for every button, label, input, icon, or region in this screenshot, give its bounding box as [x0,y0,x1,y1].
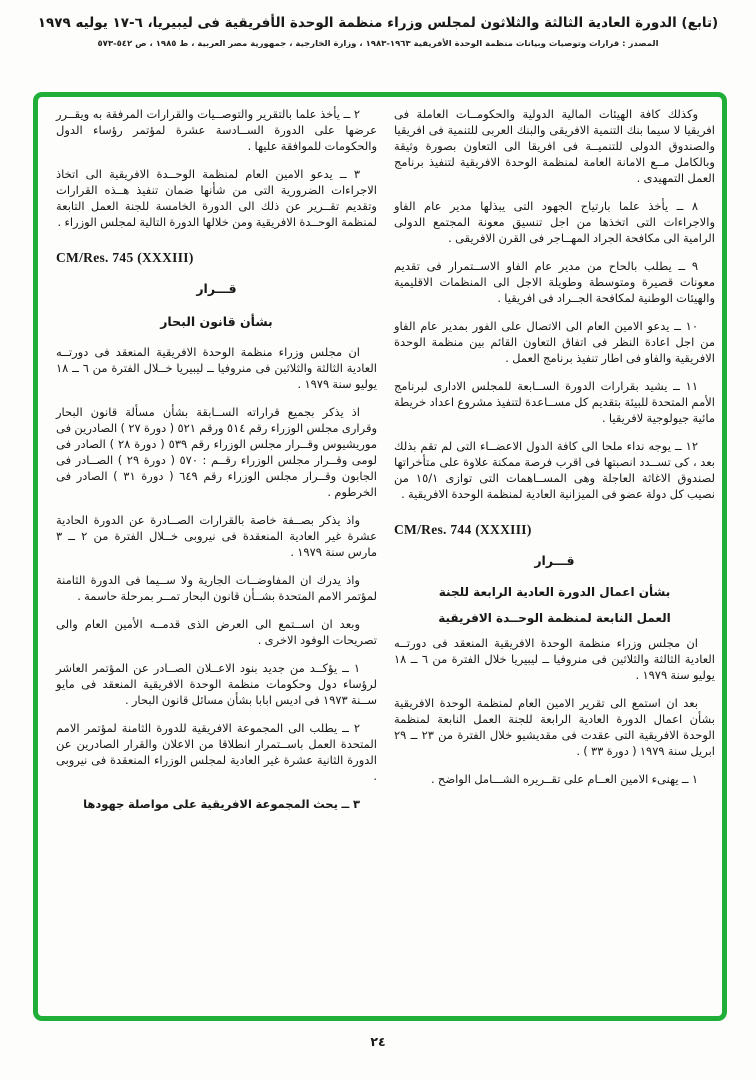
column-left [56,106,377,1016]
paragraph: بعد ان استمع الى تقرير الامين العام لمنظمة الوحدة الافريقية بشأن اعمال الدورة العادية الرابعة للجنة العمل النابعة لمنظمة الوحدة الافريقية التى عقدت فى مقديشيو خلال الفترة من ٢٣ ــ ٢٩ ابريل سنة ١٩٧٩ ( دورة ٣٣ ) . [394,695,715,758]
resolution-heading: قـــرار [534,553,575,568]
paragraph: ٢ ــ يطلب الى المجموعة الافريقية للدورة الثامنة لمؤتمر الامم المتحدة العمل باســتمرار انطلاقا من الاعلان والقرار الصادرين عن الدورة الثانية عشرة غير العادية لمجلس الوزراء المنعقدة فى نيروبى . [56,720,377,783]
paragraph: ٣ ــ يحث المجموعة الافريقية على مواصلة جهودها [83,796,360,811]
resolution-subject-line2: العمل النابعة لمنظمة الوحــدة الافريقية [438,610,671,625]
paragraph: ١ ــ يؤكــد من جديد بنود الاعــلان الصــادر عن المؤتمر العاشر لرؤساء دول وحكومات منظمة الوحدة الافريقية المنعقد فى مايو ســنة ١٩٧٣ فى اديس ابابا بشأن مسائل قانون البحار . [56,660,377,707]
header-source: المصدر : قرارات وتوصيات وبيانات منظمة الوحدة الأفريقية ١٩٦٣-١٩٨٣ ، وزارة الخارجية ، جمهورية مصر العربية ، ط ١٩٨٥ ، ص ٥٤٢-٥٧٣ [97,38,659,49]
resolution-subject: بشأن قانون البحار [160,313,273,329]
paragraph: ١٠ ــ يدعو الامين العام الى الاتصال على الفور بمدير عام الفاو من اجل اعادة النظر فى اتفاق التعاون القائم بين منظمة الوحدة الافريقية والفاو فى اطار تنفيذ برنامج العمل . [394,319,715,365]
resolution-subject-line1: بشأن اعمال الدورة العادية الرابعة للجنة [438,584,671,599]
two-column-layout [38,97,722,1016]
column-right [394,106,715,1016]
paragraph: واذ يدرك ان المفاوضــات الجارية ولا ســيما فى الدورة الثامنة لمؤتمر الامم المتحدة بشــأن قانون البحار تمــر بمرحلة حاسمة . [56,572,377,603]
paragraph: ١١ ــ يشيد بقرارات الدورة الســابعة للمجلس الادارى لبرنامج الأمم المتحدة للبيئة بتقديم كل مســاعدة لتنفيذ مشروع اعداد خريطة مائية جيولوجية لافريقيا . [394,379,715,425]
paragraph: ١٢ ــ يوجه نداء ملحا الى كافة الدول الاعضــاء التى لم تقم بذلك بعد ، كى تســدد انصبتها فى اقرب فرصة ممكنة علاوة على متأخراتها لصندوق الاغاثة العاجلة وهى المســاهمات التى توازى ١٥/١ من نصيب كل دولة عضو فى الميزانية العادية لمنظمة الوحدة الافريقية . [394,439,715,501]
paragraph: ٩ ــ يطلب بالحاح من مدير عام الفاو الاســتمرار فى تقديم معونات قصيرة ومتوسطة وطويلة الاجل الى المنظمات الاقليمية والهيئات الوطنية لمكافحة الجــراد فى افريقيا . [394,259,715,305]
resolution-number: CM/Res. 744 (XXXIII) [394,522,532,537]
content-frame [33,92,727,1021]
paragraph: ٢ ــ يأخذ علما بالتقرير والتوصــيات والقرارات المرفقة به ويقــرر عرضها على الدورة الســادسة عشرة لمؤتمر رؤساء الدول والحكومات للموافقة عليها . [56,107,377,153]
paragraph: ١ ــ يهنىء الامين العــام على تقــريره الشـــامل الواضح . [431,771,698,786]
resolution-heading: قـــرار [196,281,237,296]
resolution-number: CM/Res. 745 (XXXIII) [56,250,194,265]
paragraph: ٣ ــ يدعو الامين العام لمنظمة الوحــدة الافريقية الى اتخاذ الاجراءات الضرورية التى من شأنها ضمان تنفيذ هــذه القرارات وتقديم تقــرير عن ذلك الى الدورة الخامسة للجنة العمل التابعة لمنظمة الوحــدة الافريقية ومن خلالها الدورة التالية لمجلس الوزراء . [56,167,377,229]
page-header [30,14,726,49]
header-title: (تابع) الدورة العادية الثالثة والثلاثون لمجلس وزراء منظمة الوحدة الأفريقية فى ليبيريا، ٦-١٧ يوليه ١٩٧٩ [37,15,719,31]
paragraph: ٨ ــ يأخذ علما بارتياح الجهود التى يبذلها مدير عام الفاو والاجراءات التى اتخذها من اجل تنسيق معونة المجتمع الدولى الرامية الى مكافحة الجراد المهــاجر فى القرن الافريقى . [394,199,715,245]
paragraph: ان مجلس وزراء منظمة الوحدة الافريقية المنعقد فى دورتــه العادية الثالثة والثلاثين فى منروفيا ــ ليبيريا خــلال الفترة من ٦ ــ ١٨ يوليو سنة ١٩٧٩ . [56,344,377,391]
page-number: ٢٤ [370,1034,386,1049]
paragraph: ان مجلس وزراء منظمة الوحدة الافريقية المنعقد فى دورتــه العادية الثالثة والثلاثين فى منروفيا ــ ليبيريا خلال الفترة من ٦ ــ ١٨ يوليو سنة ١٩٧٩ . [394,635,716,682]
paragraph: واذ يذكر بصــفة خاصة بالقرارات الصــادرة عن الدورة الحادية عشرة غير العادية المنعقدة فى نيروبى خــلال الفترة من ٢ ــ ٣ مارس سنة ١٩٧٩ . [56,512,377,559]
paragraph: وبعد ان اســتمع الى العرض الذى قدمــه الأمين العام والى تصريحات الوفود الاخرى . [56,616,377,647]
paragraph: وكذلك كافة الهيئات المالية الدولية والحكومــات العاملة فى افريقيا لا سيما بنك التنمية الافريقى والبنك العربى للتنمية فى افريقيا والصندوق الدولى للتنميــة فى افريقا الى التعاون بصورة وثيقة وبالكامل مــع الامانة العامة لمنظمة الوحدة الافريقية لتنفيذ برنامج العمل التمهيدى . [394,107,715,185]
paragraph: اذ يذكر بجميع قراراته الســابقة بشأن مسألة قانون البحار وقرارى مجلس الوزراء رقم ٥١٤ ورقم ٥٢١ ( دورة ٢٧ ) الصادرين فى موريشيوس وقــرار مجلس الوزراء رقم ٥٣٩ ( دورة ٢٨ ) الصادر فى لومى وقــرار مجلس الوزراء رقــم : ٥٧٠ ( دورة ٢٩ ) الصــادر فى الجابون وقــرار مجلس الوزراء رقم ٦٤٩ ( دورة ٣١ ) الصادر فى الخرطوم . [56,404,377,499]
